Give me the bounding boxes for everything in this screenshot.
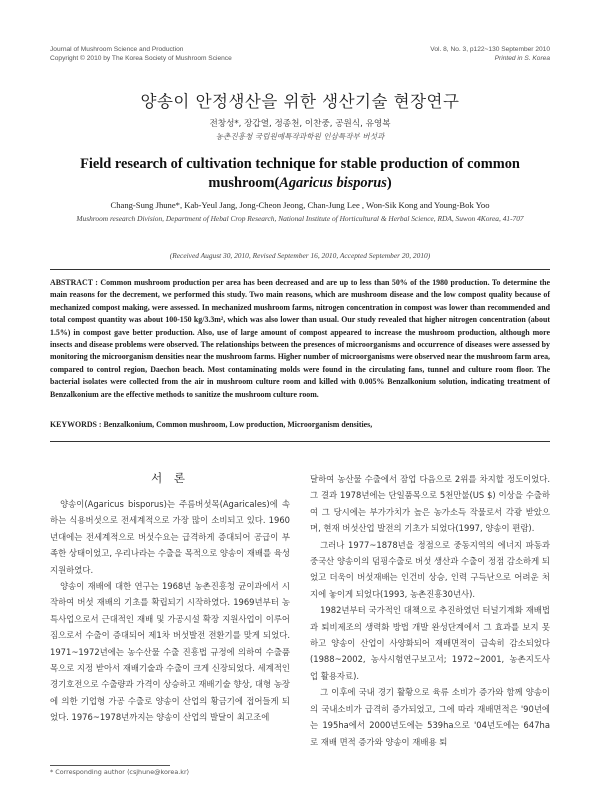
corresponding-author-footnote: * Corresponding author ⟨csjhune@korea.kr⟩ <box>50 768 190 776</box>
copyright-line: Copyright © 2010 by The Korea Society of Mushroom Science <box>50 55 232 62</box>
abstract: ABSTRACT : Common mushroom production per area has been decreased and are up to less than 50% of the 1980 production. To determine the main reasons for the decrement, we performed this study. Two main reasons, which are mushroom disease and the low compost quality because of mechanized compost making, were assessed. In mechanized mushroom farms, nitrogen concentration in compost was lower than recommended and total compost quantity was about 100-150 kg/3.3m², which was also lower than usual. Our study revealed that higher nitrogen concentration (about 1.5%) in compost gave better production. Also, use of large amount of compost appeared to increase the mushroom production, although more insects and disease problems were observed. The relationships between the presences of microorganisms and occurrence of diseases were assessed by monitoring the microorganism densities near the mushroom farms. Higher number of microorganisms were observed near the mushroom farm area, compared to control region, Daechon beach. Most contaminating molds were found in the circulating fans, tunnel and culture room floor. The bacterial isolates were collected from the air in mushroom culture room and killed with 0.005% Benzalkonium solution, indicating treatment of Benzalkonium are the effective methods to sanitize the mushroom culture room. <box>50 278 550 399</box>
keywords-bottom-rule <box>50 441 550 442</box>
right-column <box>310 471 550 750</box>
korean-authors: 전창성*, 장갑열, 정종천, 이찬중, 공원식, 유영복 <box>209 119 391 129</box>
english-authors: Chang-Sung Jhune*, Kab-Yeul Jang, Jong-Cheon Jeong, Chan-Jung Lee , Won-Sik Kong and Young-Bok Yoo <box>110 200 490 210</box>
species-name: Agaricus bisporus <box>279 175 387 191</box>
footnote-rule <box>50 765 170 766</box>
issue-header <box>430 45 550 63</box>
english-title <box>60 155 540 193</box>
section-title-introduction: 서 론 <box>151 471 189 485</box>
intro-paragraph: 양송이 재배에 대한 연구는 1968년 농촌진흥청 균이과에서 시작하여 버섯 재배의 기초를 확립되기 시작하였다. 1969년부터 농특사업으로서 근대적인 재배 및 가공시설 확장 지원사업이 이루어짐으로서 수출이 증대되어 제1차 버섯발전 전환기를 맞게 되었다. 1971~1972년에는 농수산물 수출 진흥법 규정에 의하여 수출품목으로 지정 받아서 재배기술과 수출이 크게 신장되었다. 세계적인 경기호전으로 수출량과 가격이 상승하고 재배기술 향상, 대형 농장에 의한 기업형 가공 수출로 양송이 산업의 황금기에 접어들게 되었다. 1976~1978년까지는 양송이 산업의 발달이 최고조에 <box>50 581 290 723</box>
intro-paragraph: 양송이(Agaricus bisporus)는 주름버섯목(Agaricales)에 속하는 식용버섯으로 전세계적으로 가장 많이 소비되고 있다. 1960년대에는 전세계적으로 버섯수요는 급격하게 증대되어 공급이 부족한 상태이었고, 우리나라는 수출을 목적으로 양송이 재배를 육성 지원하였다. <box>50 499 290 575</box>
english-affiliation: Mushroom research Division, Department of Hebal Crop Research, National Institute of Horticultural & Herbal Science, RDA, Suwon 4Korea, 41-707 <box>76 214 524 223</box>
volume-info: Vol. 8, No. 3, p122~130 September 2010 <box>430 46 550 53</box>
intro-paragraph: 1982년부터 국가적인 대책으로 추진하였던 터널기계화 재배법과 퇴비제조의 생력화 방법 개발 완성단계에서 그 효과를 보지 못하고 양송이 산업이 사양화되어 재배면적이 급속히 감소되었다(1988~2002, 농사시험연구보고서; 1972~2001, 농촌지도사업 활용자료). <box>310 605 550 681</box>
intro-paragraph: 그러나 1977~1878년을 정점으로 중동지역의 에너지 파동과 중국산 양송이의 덤핑수출로 버섯 생산과 수출이 정점 감소하게 되었고 더욱이 버섯재배는 인건비 상승, 인력 구득난으로 어려운 처지에 놓이게 되었다(1993, 농촌진흥30년사). <box>310 539 550 599</box>
intro-paragraph: 그 이후에 국내 경기 활황으로 육류 소비가 증가와 함께 양송이의 국내소비가 급격히 증가되었고, 그에 따라 재배면적은 '90년에는 195ha에서 2000년도에는 539ha으로 '04년도에는 647ha로 재배 면적 증가와 양송이 재배용 퇴 <box>310 687 550 747</box>
received-dates: (Received August 30, 2010, Revised September 16, 2010, Accepted September 20, 2010) <box>169 251 431 260</box>
keywords: KEYWORDS : Benzalkonium, Common mushroom, Low production, Microorganism densities, <box>50 420 373 429</box>
korean-title: 양송이 안정생산을 위한 생산기술 현장연구 <box>140 92 460 111</box>
korean-affiliation: 농촌진흥청 국립원예특작과학원 인삼특작부 버섯과 <box>215 132 385 141</box>
english-title-close: ) <box>386 175 392 191</box>
left-column <box>50 496 290 726</box>
journal-header <box>50 45 232 63</box>
intro-paragraph: 달하여 농산물 수출에서 잠업 다음으로 2위를 차지할 정도이었다. 그 결과 1978년에는 단일품목으로 5천만불(US $) 이상을 수출하여 그 당시에는 부가가치가 높은 농가소득 작물로서 각광 받았으며, 현재 버섯산업 발전의 기초가 되었다(1997, 양송이 편람). <box>310 474 550 534</box>
journal-name: Journal of Mushroom Science and Production <box>50 46 184 53</box>
printed-in: Printed in S. Korea <box>494 55 550 62</box>
abstract-top-rule <box>50 269 550 270</box>
english-title-text: Field research of cultivation technique for stable production of common mushroom( <box>80 156 520 191</box>
